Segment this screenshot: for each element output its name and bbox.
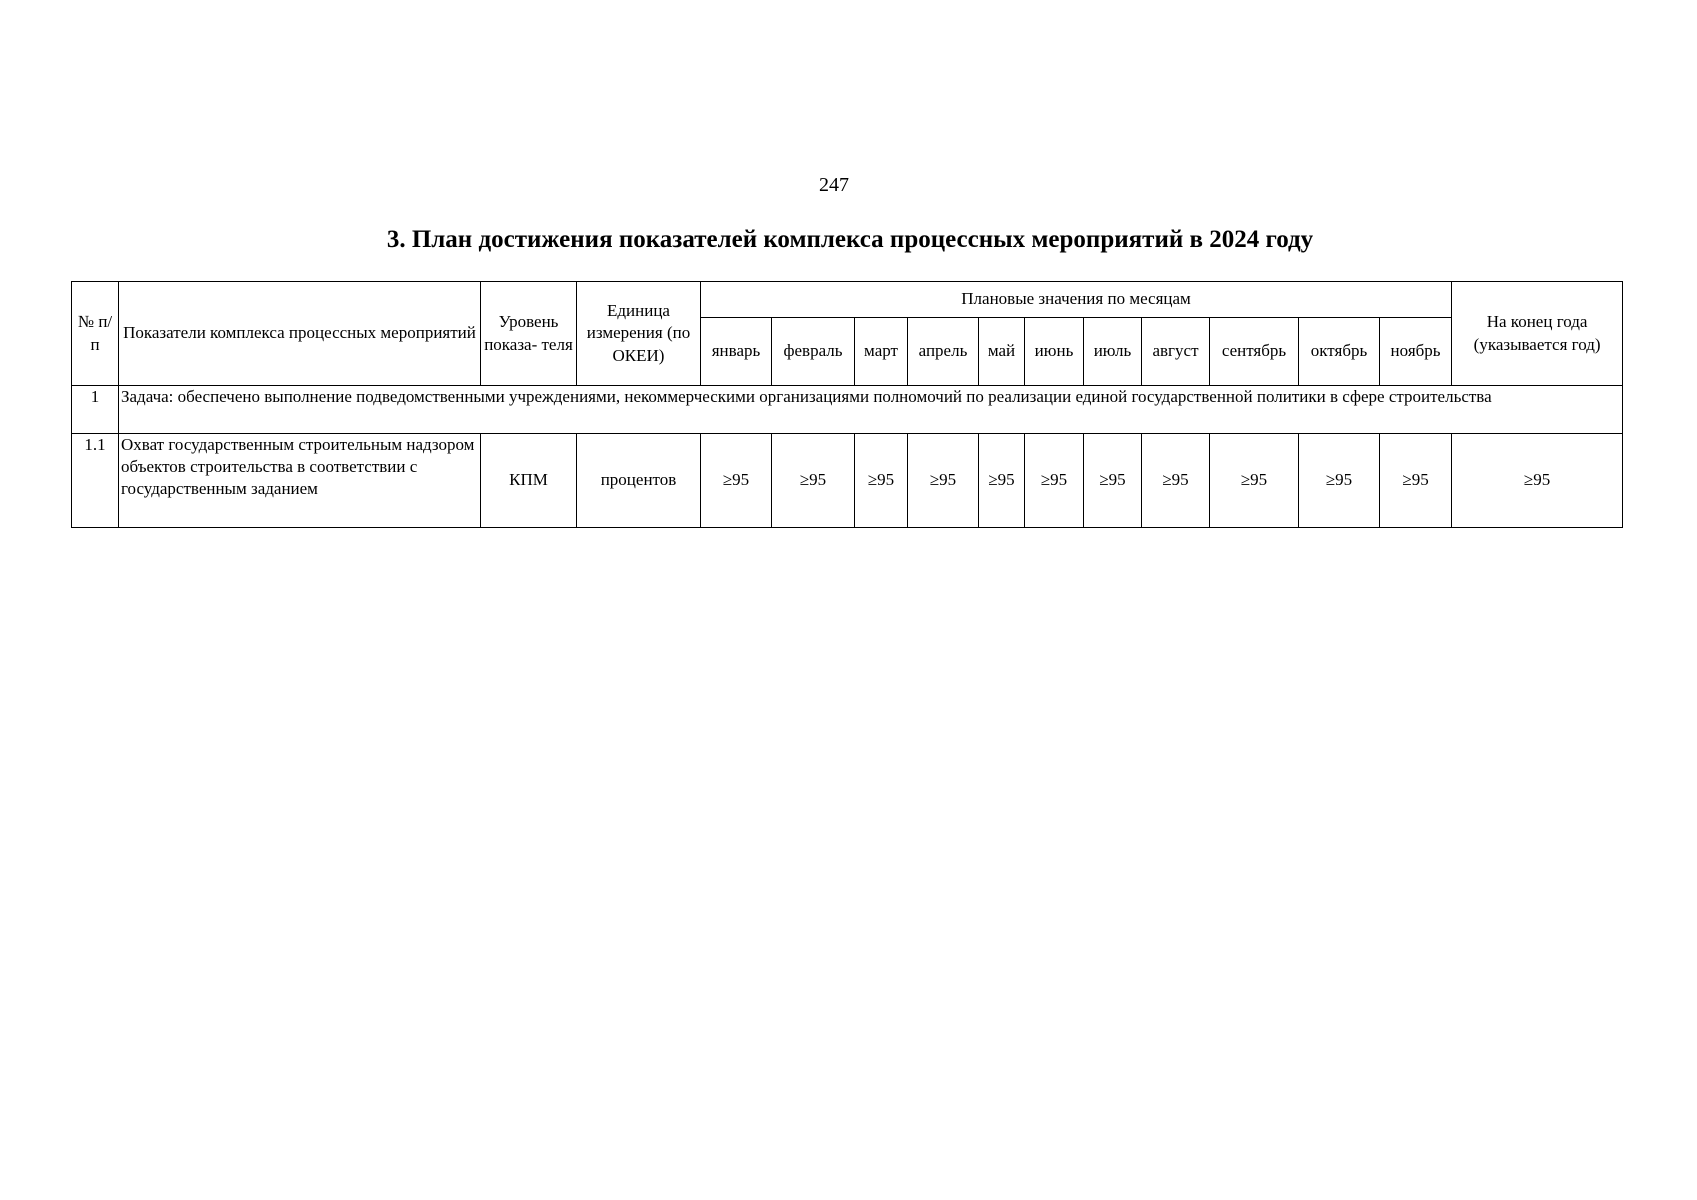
header-level: Уровень показа- теля xyxy=(481,282,577,386)
header-month-may: май xyxy=(979,318,1025,386)
indicator-name: Охват государственным строительным надзором объектов строительства в соответствии с государственным заданием xyxy=(119,434,481,528)
plan-table xyxy=(71,281,1623,528)
value-july: ≥95 xyxy=(1084,434,1142,528)
header-planned-monthly: Плановые значения по месяцам xyxy=(701,282,1452,318)
header-row-top xyxy=(72,282,1623,318)
value-june: ≥95 xyxy=(1025,434,1084,528)
task-num: 1 xyxy=(72,386,119,434)
header-month-june: июнь xyxy=(1025,318,1084,386)
value-february: ≥95 xyxy=(772,434,855,528)
value-year-end: ≥95 xyxy=(1452,434,1623,528)
header-month-july: июль xyxy=(1084,318,1142,386)
value-march: ≥95 xyxy=(855,434,908,528)
value-may: ≥95 xyxy=(979,434,1025,528)
header-month-april: апрель xyxy=(908,318,979,386)
indicator-level: КПМ xyxy=(481,434,577,528)
header-month-march: март xyxy=(855,318,908,386)
indicator-row xyxy=(72,434,1623,528)
page-number: 247 xyxy=(819,174,849,196)
header-month-august: август xyxy=(1142,318,1210,386)
value-september: ≥95 xyxy=(1210,434,1299,528)
task-row xyxy=(72,386,1623,434)
value-january: ≥95 xyxy=(701,434,772,528)
value-april: ≥95 xyxy=(908,434,979,528)
indicator-unit: процентов xyxy=(577,434,701,528)
indicator-num: 1.1 xyxy=(72,434,119,528)
header-month-january: январь xyxy=(701,318,772,386)
value-october: ≥95 xyxy=(1299,434,1380,528)
header-month-october: октябрь xyxy=(1299,318,1380,386)
header-month-november: ноябрь xyxy=(1380,318,1452,386)
header-month-september: сентябрь xyxy=(1210,318,1299,386)
header-month-february: февраль xyxy=(772,318,855,386)
header-indicator: Показатели комплекса процессных мероприятий xyxy=(119,282,481,386)
document-title: 3. План достижения показателей комплекса процессных мероприятий в 2024 году xyxy=(386,226,1314,253)
header-unit: Единица измерения (по ОКЕИ) xyxy=(577,282,701,386)
value-august: ≥95 xyxy=(1142,434,1210,528)
value-november: ≥95 xyxy=(1380,434,1452,528)
task-text: Задача: обеспечено выполнение подведомственными учреждениями, некоммерческими организациями полномочий по реализации единой государственной политики в сфере строительства xyxy=(119,386,1623,434)
header-num: № п/п xyxy=(72,282,119,386)
header-year-end: На конец года (указывается год) xyxy=(1452,282,1623,386)
